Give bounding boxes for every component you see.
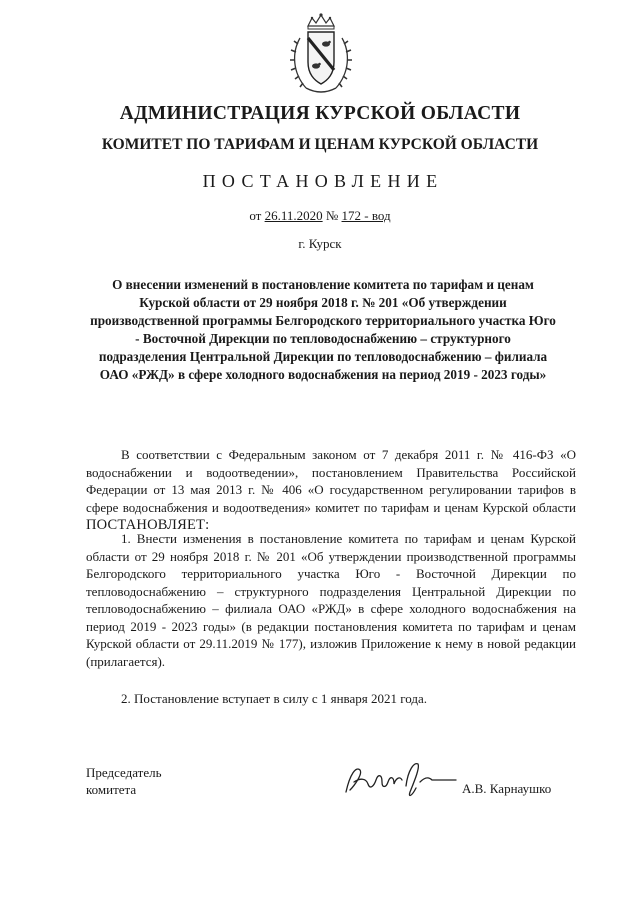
number-sign: № [325,208,339,223]
city: г. Курск [298,236,342,251]
resolution-item-2: 2. Постановление вступает в силу с 1 января 2021 года. [121,691,428,706]
coat-of-arms-icon [286,12,356,98]
resolves-word: ПОСТАНОВЛЯЕТ: [86,517,210,533]
signature-icon [340,756,460,802]
position-line-1: Председатель [86,765,162,780]
signatory-name: А.В. Карнаушко [462,781,552,796]
preamble-paragraph [86,446,576,535]
document-date-number [0,208,640,224]
preamble-text: В соответствии с Федеральным законом от 7 декабря 2011 г. № 416-ФЗ «О водоснабжении и водоотведении», постановлением Правительства Российской Федерации от 13 мая 2013 г. № 406 «О государственном регулировании тарифов в сфере водоснабжения и водоотведения» комитет по тарифам и ценам Курской области [86,447,576,515]
organization-title: АДМИНИСТРАЦИЯ КУРСКОЙ ОБЛАСТИ [119,103,521,124]
signatory-position [86,764,162,798]
position-line-2: комитета [86,782,137,797]
document-date: 26.11.2020 [264,208,323,223]
document-subject: О внесении изменений в постановление комитета по тарифам и ценам Курской области от 29 ноября 2018 г. № 201 «Об утверждении производственной программы Белгородского территориального участка Юго - Восточной Дирекции по тепловодоснабжению – структурного подразделения Центральной Дирекции по тепловодоснабжению – филиала ОАО «РЖД» в сфере холодного водоснабжения на период 2019 - 2023 годы» [90,277,556,382]
committee-title: КОМИТЕТ ПО ТАРИФАМ И ЦЕНАМ КУРСКОЙ ОБЛАСТИ [101,136,539,153]
document-number: 172 - вод [341,208,391,223]
date-prefix: от [249,208,262,223]
resolution-item-1: 1. Внести изменения в постановление комитета по тарифам и ценам Курской области от 29 ноября 2018 г. № 201 «Об утверждении производственной программы Белгородского территориального участка Юго - Восточной Дирекции по тепловодоснабжению – структурного подразделения Центральной Дирекции по тепловодоснабжению – филиала ОАО «РЖД» в сфере холодного водоснабжения на период 2019 - 2023 годы» (в редакции постановления комитета по тарифам и ценам Курской области от 29.11.2019 № 177), изложив Приложение к нему в новой редакции (прилагается). [86,531,576,669]
document-type: ПОСТАНОВЛЕНИЕ [202,171,444,191]
